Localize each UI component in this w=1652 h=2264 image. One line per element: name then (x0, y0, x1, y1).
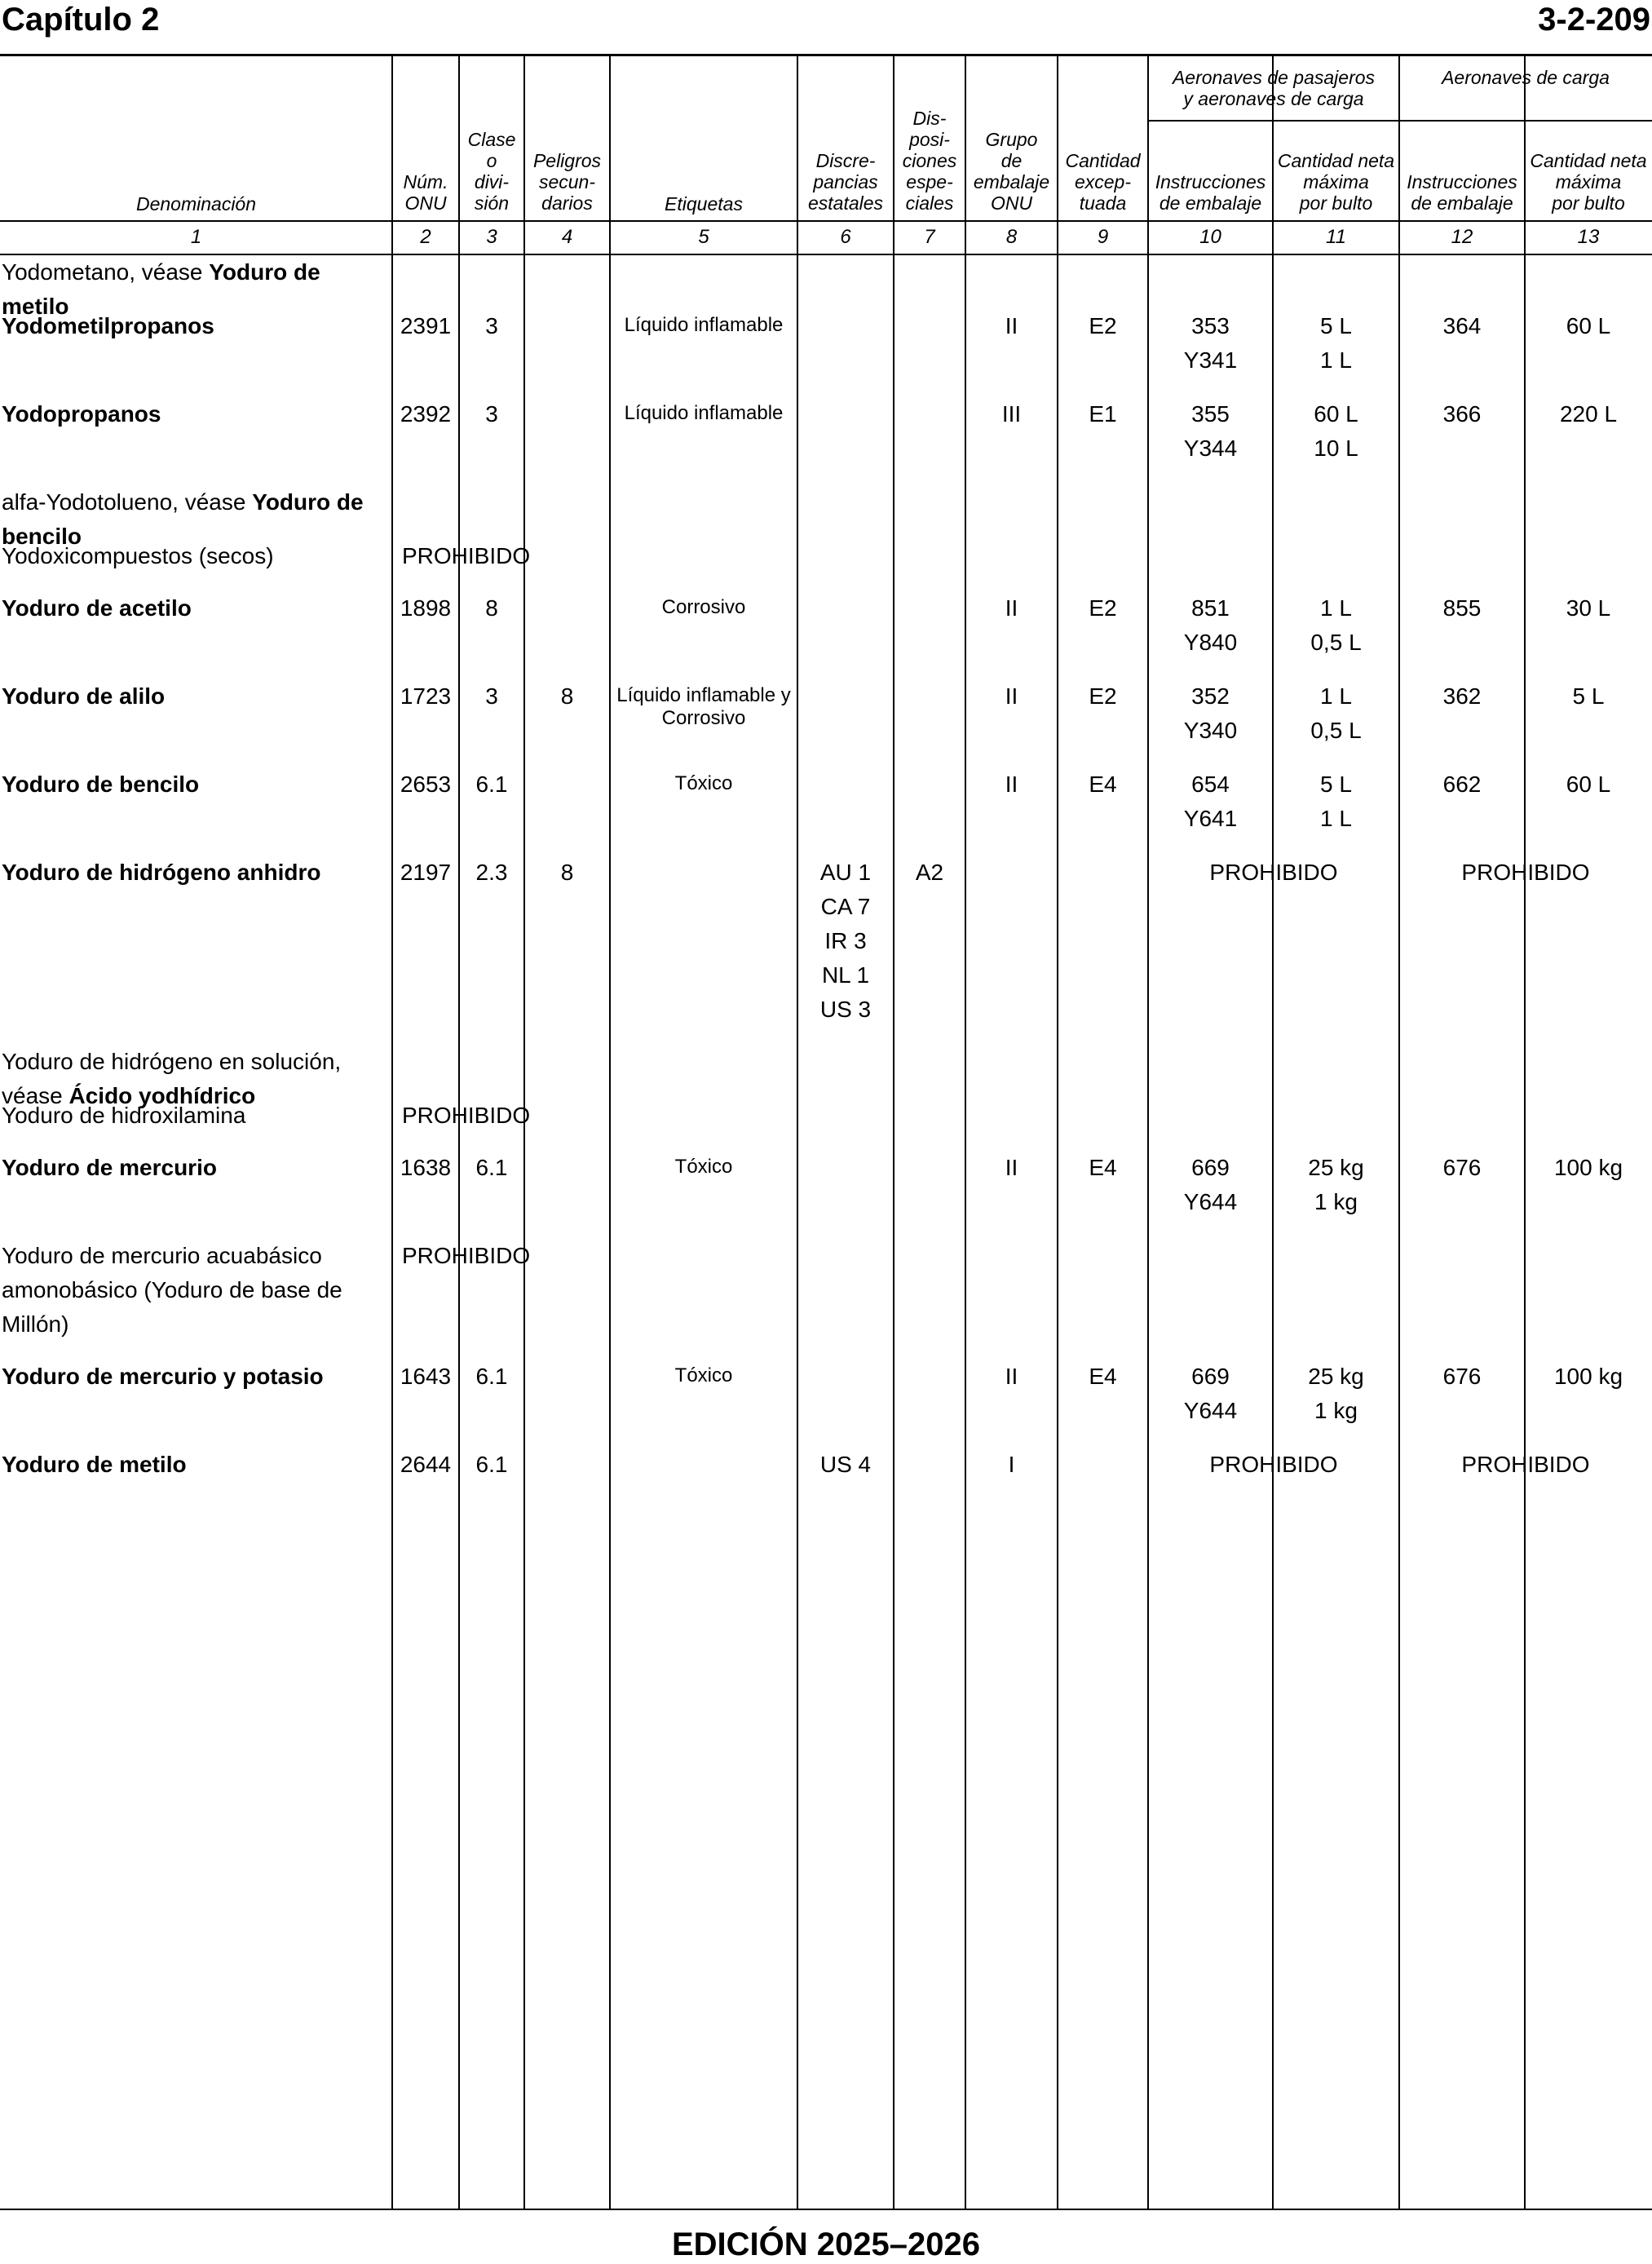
cross-reference-name: Yoduro de bencilo (2, 489, 364, 549)
packing-instruction-pax: 355 Y344 (1183, 401, 1238, 461)
substance-name (0, 1099, 391, 1133)
substance-name-bold: Yoduro de acetilo (2, 595, 192, 621)
subsidiary-hazard: 8 (560, 860, 574, 885)
max-net-qty-cao: 60 L (1566, 313, 1611, 338)
packing-group: II (1005, 313, 1018, 338)
max-net-qty-pax: 60 L 10 L (1314, 401, 1358, 461)
excepted-quantity: E4 (1089, 772, 1117, 797)
table-row (0, 1448, 1652, 1505)
substance-name-bold: Yoduro de mercurio (2, 1155, 217, 1180)
substance-name-bold: Yoduro de mercurio y potasio (2, 1364, 324, 1389)
class-division: 3 (485, 313, 498, 338)
column-header: Núm. ONU (403, 171, 448, 214)
un-number: 1723 (400, 683, 452, 709)
column-header: Clase o divi- sión (467, 129, 516, 214)
un-number: 2197 (400, 860, 452, 885)
column-header: Peligros secun- darios (532, 150, 602, 214)
un-number: 2391 (400, 313, 452, 338)
column-number: 6 (840, 226, 851, 248)
table-row (0, 1360, 1652, 1448)
table-row (0, 767, 1652, 856)
table-row (0, 539, 1652, 591)
column-number: 8 (1005, 226, 1018, 248)
group-header-cargo: Aeronaves de carga (1442, 67, 1610, 88)
substance-name-bold: Yoduro de metilo (2, 1452, 187, 1477)
excepted-quantity: E4 (1089, 1364, 1117, 1389)
substance-name-bold: Yoduro de hidrógeno anhidro (2, 860, 321, 885)
substance-name (0, 679, 391, 714)
prohibited-passenger-aircraft: PROHIBIDO (1209, 1452, 1338, 1477)
column-header: Denominación (135, 193, 257, 214)
substance-name-plain: Yoduro de hidroxilamina (2, 1103, 246, 1128)
header-rule (0, 220, 1652, 222)
substance-name-plain: alfa-Yodotolueno, véase (2, 489, 253, 515)
prohibited-label: PROHIBIDO (402, 1243, 531, 1268)
un-number: 2644 (400, 1452, 452, 1477)
table-row (0, 397, 1652, 485)
packing-instruction-cao: 362 (1442, 683, 1482, 709)
max-net-qty-pax: 1 L 0,5 L (1310, 595, 1362, 655)
table-body (0, 255, 1652, 1505)
column-header: Cantidad neta máxima por bulto (1277, 150, 1395, 214)
table-row (0, 485, 1652, 549)
packing-group: II (1005, 683, 1018, 709)
hazard-labels: Líquido inflamable y Corrosivo (616, 684, 791, 729)
un-number: 1643 (400, 1364, 452, 1389)
column-number: 10 (1199, 226, 1221, 248)
un-number: 1638 (400, 1155, 452, 1180)
substance-name (0, 397, 391, 431)
table-row (0, 255, 1652, 319)
substance-name-plain: Yodometano, véase (2, 259, 210, 285)
prohibited-cargo-aircraft: PROHIBIDO (1461, 1452, 1590, 1477)
packing-instruction-pax: 353 Y341 (1183, 313, 1238, 373)
group-header-rule (1148, 120, 1652, 122)
packing-instruction-cao: 676 (1442, 1364, 1482, 1389)
max-net-qty-pax: 1 L 0,5 L (1310, 683, 1362, 743)
column-number: 7 (924, 226, 935, 248)
substance-name (0, 1151, 391, 1185)
max-net-qty-cao: 30 L (1566, 595, 1611, 621)
un-number: 2653 (400, 772, 452, 797)
state-variations: AU 1 CA 7 IR 3 NL 1 US 3 (819, 860, 872, 1022)
max-net-qty-pax: 25 kg 1 kg (1308, 1155, 1364, 1214)
substance-name-bold: Yoduro de alilo (2, 683, 166, 709)
table-row (0, 1045, 1652, 1108)
substance-name-bold: Yodometilpropanos (2, 313, 214, 338)
substance-name (0, 591, 391, 626)
packing-instruction-cao: 662 (1442, 772, 1482, 797)
max-net-qty-cao: 100 kg (1553, 1364, 1623, 1389)
excepted-quantity: E1 (1089, 401, 1117, 427)
column-header: Etiquetas (665, 193, 743, 214)
footer-edition: EDICIÓN 2025–2026 (671, 2226, 980, 2262)
packing-instruction-cao: 366 (1442, 401, 1482, 427)
max-net-qty-cao: 60 L (1566, 772, 1611, 797)
excepted-quantity: E2 (1089, 595, 1117, 621)
substance-name-bold: Yoduro de bencilo (2, 772, 200, 797)
hazard-labels (610, 856, 797, 860)
max-net-qty-cao: 220 L (1559, 401, 1618, 427)
hazard-labels: Tóxico (674, 772, 733, 794)
table-row (0, 591, 1652, 679)
packing-group: III (1001, 401, 1022, 427)
max-net-qty-cao: 5 L (1572, 683, 1605, 709)
hazard-labels (610, 1448, 797, 1453)
packing-instruction-cao: 855 (1442, 595, 1482, 621)
substance-name-plain: Yodoxicompuestos (secos) (2, 543, 274, 568)
table-row (0, 679, 1652, 767)
page-number: 3-2-209 (1538, 2, 1650, 38)
class-division: 6.1 (475, 772, 508, 797)
substance-name (0, 1448, 391, 1482)
column-header: Cantidad excep- tuada (1065, 150, 1141, 214)
table-row (0, 1151, 1652, 1239)
packing-instruction-cao: 364 (1442, 313, 1482, 338)
packing-instruction-pax: 654 Y641 (1183, 772, 1238, 831)
substance-name-plain: Yoduro de mercurio acuabásico amonobásico (Yoduro de base de Millón) (2, 1243, 342, 1337)
column-number: 11 (1326, 226, 1346, 248)
page-header (0, 0, 1652, 56)
max-net-qty-cao: 100 kg (1553, 1155, 1623, 1180)
column-number: 13 (1577, 226, 1600, 248)
column-number: 4 (561, 226, 573, 248)
prohibited-cargo-aircraft: PROHIBIDO (1461, 860, 1590, 885)
class-division: 2.3 (475, 860, 508, 885)
excepted-quantity: E4 (1089, 1155, 1117, 1180)
subsidiary-hazard: 8 (560, 683, 574, 709)
hazard-labels: Corrosivo (661, 596, 746, 618)
class-division: 8 (485, 595, 498, 621)
prohibited-label: PROHIBIDO (402, 543, 531, 568)
max-net-qty-pax: 25 kg 1 kg (1308, 1364, 1364, 1423)
table-row (0, 856, 1652, 1045)
substance-name-plain: Yoduro de hidrógeno en solución, véase (2, 1049, 342, 1108)
column-header: Instrucciones de embalaje (1155, 171, 1266, 214)
max-net-qty-pax: 5 L 1 L (1320, 772, 1352, 831)
class-division: 6.1 (475, 1155, 508, 1180)
special-provisions: A2 (915, 860, 944, 885)
substance-name (0, 767, 391, 802)
substance-name (0, 539, 391, 573)
group-header-passenger: Aeronaves de pasajeros y aeronaves de carga (1172, 67, 1376, 109)
column-number: 12 (1451, 226, 1473, 248)
hazard-labels: Tóxico (674, 1156, 733, 1178)
packing-group: II (1005, 772, 1018, 797)
un-number: 1898 (400, 595, 452, 621)
table-bottom-rule (0, 2209, 1652, 2210)
substance-name (0, 1239, 391, 1342)
packing-instruction-pax: 352 Y340 (1183, 683, 1238, 743)
hazard-labels: Líquido inflamable (624, 314, 784, 336)
packing-group: II (1005, 595, 1018, 621)
state-variations: US 4 (819, 1452, 872, 1477)
class-division: 3 (485, 401, 498, 427)
cross-reference-name: Ácido yodhídrico (68, 1083, 256, 1108)
packing-instruction-pax: 669 Y644 (1183, 1155, 1238, 1214)
column-header: Discre- pancias estatales (807, 150, 884, 214)
cross-reference-name: Yoduro de metilo (2, 259, 320, 319)
excepted-quantity: E2 (1089, 683, 1117, 709)
class-division: 6.1 (475, 1452, 508, 1477)
column-number: 9 (1097, 226, 1109, 248)
chapter-title: Capítulo 2 (2, 2, 160, 38)
column-header: Dis- posi- ciones espe- ciales (902, 108, 957, 214)
class-division: 3 (485, 683, 498, 709)
packing-group: II (1005, 1364, 1018, 1389)
table-row (0, 1099, 1652, 1151)
column-header: Grupo de embalaje ONU (973, 129, 1050, 214)
hazard-labels: Líquido inflamable (624, 402, 784, 424)
column-number: 2 (420, 226, 431, 248)
packing-instruction-pax: 669 Y644 (1183, 1364, 1238, 1423)
max-net-qty-pax: 5 L 1 L (1320, 313, 1352, 373)
packing-group: I (1008, 1452, 1015, 1477)
column-number: 5 (698, 226, 709, 248)
substance-name (0, 856, 391, 890)
substance-name (0, 1360, 391, 1394)
prohibited-passenger-aircraft: PROHIBIDO (1209, 860, 1338, 885)
table-row (0, 1239, 1652, 1360)
packing-instruction-cao: 676 (1442, 1155, 1482, 1180)
un-number: 2392 (400, 401, 452, 427)
substance-name (0, 309, 391, 343)
table-row (0, 309, 1652, 397)
excepted-quantity: E2 (1089, 313, 1117, 338)
substance-name-bold: Yodopropanos (2, 401, 161, 427)
class-division: 6.1 (475, 1364, 508, 1389)
column-header: Instrucciones de embalaje (1407, 171, 1517, 214)
hazard-labels: Tóxico (674, 1364, 733, 1386)
packing-instruction-pax: 851 Y840 (1183, 595, 1238, 655)
column-number: 3 (486, 226, 497, 248)
column-number: 1 (190, 226, 202, 248)
column-header: Cantidad neta máxima por bulto (1530, 150, 1647, 214)
prohibited-label: PROHIBIDO (402, 1103, 531, 1128)
packing-group: II (1005, 1155, 1018, 1180)
